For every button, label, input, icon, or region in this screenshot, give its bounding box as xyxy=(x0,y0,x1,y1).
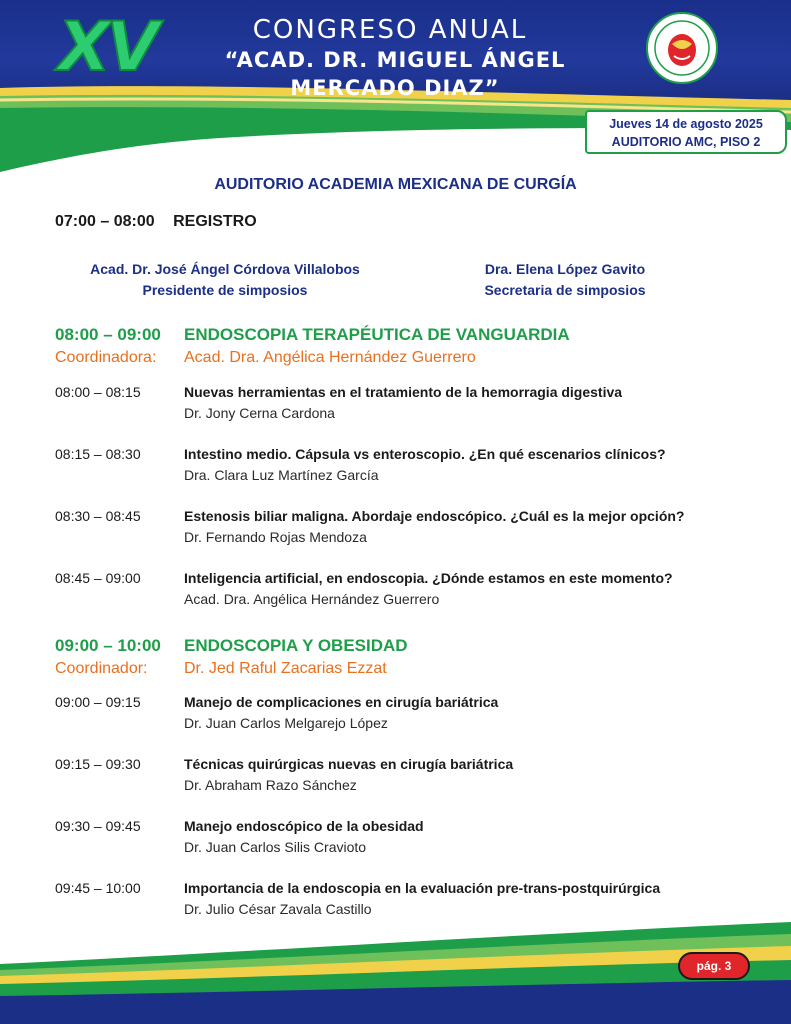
coordinator-name: Dr. Jed Raful Zacarias Ezzat xyxy=(184,660,387,677)
official-role: Presidente de simposios xyxy=(142,282,308,298)
date-location-box xyxy=(585,110,787,154)
talk-speaker: Dra. Clara Luz Martínez García xyxy=(184,467,379,483)
coordinator-name: Acad. Dra. Angélica Hernández Guerrero xyxy=(184,349,476,366)
congress-title: CONGRESO ANUAL xyxy=(252,15,528,45)
talk-speaker: Dr. Jony Cerna Cardona xyxy=(184,405,335,421)
talk-topic: Técnicas quirúrgicas nuevas en cirugía bariátrica xyxy=(184,756,514,772)
official-name: Acad. Dr. José Ángel Córdova Villalobos xyxy=(90,261,360,277)
talk-time: 08:30 – 08:45 xyxy=(55,508,141,524)
talk-speaker: Dr. Juan Carlos Silis Cravioto xyxy=(184,839,367,855)
footer-waves xyxy=(0,900,791,1024)
association-seal-icon xyxy=(646,12,718,84)
talk-speaker: Dr. Fernando Rojas Mendoza xyxy=(184,529,367,545)
session-time: 08:00 – 09:00 xyxy=(55,325,161,344)
talk-topic: Importancia de la endoscopia en la evaluación pre-trans-postquirúrgica xyxy=(184,880,661,896)
registration-time: 07:00 – 08:00 xyxy=(55,213,155,230)
talk-time: 08:15 – 08:30 xyxy=(55,446,141,462)
talk-time: 09:00 – 09:15 xyxy=(55,694,141,710)
talk-topic: Intestino medio. Cápsula vs enteroscopio. ¿En qué escenarios clínicos? xyxy=(184,446,666,462)
official-president xyxy=(70,259,380,301)
official-name: Dra. Elena López Gavito xyxy=(484,261,646,277)
talk-topic: Inteligencia artificial, en endoscopia. ¿Dónde estamos en este momento? xyxy=(184,570,673,586)
talk-speaker: Dr. Abraham Razo Sánchez xyxy=(184,777,357,793)
talk-topic: Manejo endoscópico de la obesidad xyxy=(184,818,424,834)
page-number-badge: pág. 3 xyxy=(678,952,750,980)
session-title: ENDOSCOPIA Y OBESIDAD xyxy=(184,636,408,655)
talk-time: 08:00 – 08:15 xyxy=(55,384,141,400)
venue-title: AUDITORIO ACADEMIA MEXICANA DE CURGÍA xyxy=(214,176,577,193)
talk-topic: Manejo de complicaciones en cirugía bariátrica xyxy=(184,694,499,710)
talk-topic: Estenosis biliar maligna. Abordaje endoscópico. ¿Cuál es la mejor opción? xyxy=(184,508,685,524)
registration-label: REGISTRO xyxy=(173,213,257,230)
registration-row xyxy=(55,213,271,231)
talk-speaker: Dr. Julio César Zavala Castillo xyxy=(184,901,372,917)
talk-speaker: Acad. Dra. Angélica Hernández Guerrero xyxy=(184,591,440,607)
session-time: 09:00 – 10:00 xyxy=(55,636,161,655)
talk-time: 09:45 – 10:00 xyxy=(55,880,141,896)
talk-topic: Nuevas herramientas en el tratamiento de la hemorragia digestiva xyxy=(184,384,623,400)
event-location: AUDITORIO AMC, PISO 2 xyxy=(611,135,761,149)
talk-speaker: Dr. Juan Carlos Melgarejo López xyxy=(184,715,388,731)
coordinator-label: Coordinadora: xyxy=(55,349,157,366)
page-footer xyxy=(0,900,791,1024)
congress-honoree: “ACAD. DR. MIGUEL ÁNGEL MERCADO DIAZ” xyxy=(224,48,566,100)
page-header xyxy=(0,0,791,180)
coordinator-label: Coordinador: xyxy=(55,660,148,677)
talk-time: 09:15 – 09:30 xyxy=(55,756,141,772)
official-secretary xyxy=(470,259,660,301)
talk-time: 08:45 – 09:00 xyxy=(55,570,141,586)
event-date: Jueves 14 de agosto 2025 xyxy=(609,117,763,131)
session-title: ENDOSCOPIA TERAPÉUTICA DE VANGUARDIA xyxy=(184,325,570,344)
edition-numeral: XV xyxy=(58,8,156,87)
talk-time: 09:30 – 09:45 xyxy=(55,818,141,834)
official-role: Secretaria de simposios xyxy=(484,282,646,298)
